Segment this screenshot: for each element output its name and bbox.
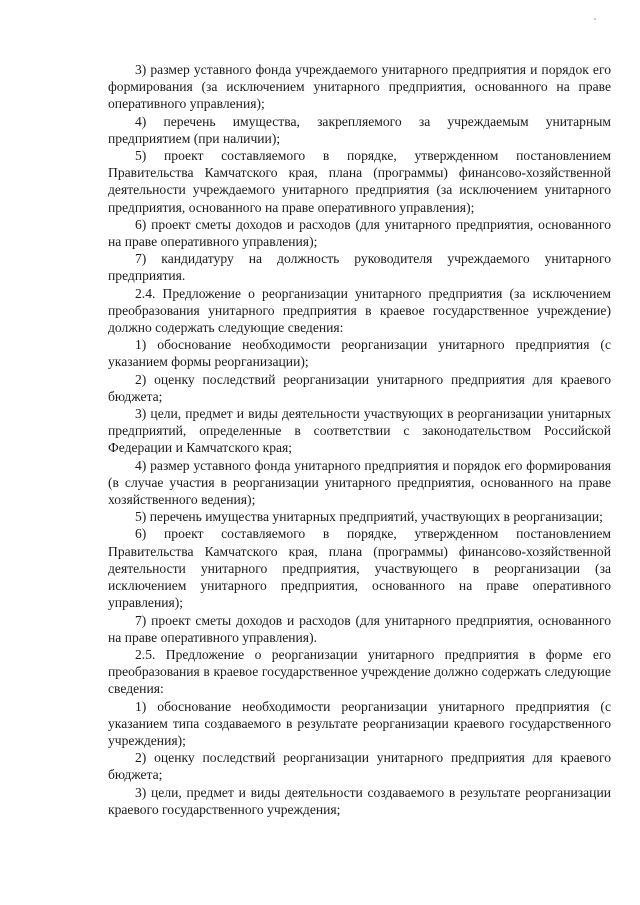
section-2-5-item-1: 1) обоснование необходимости реорганизации унитарного предприятия (с указанием типа создаваемого в результате реорганизации краевого государственного учреждения); (108, 698, 611, 748)
section-2-4-item-3: 3) цели, предмет и виды деятельности участвующих в реорганизации унитарных предприятий, определенные в соответствии с законодательством Российской Федерации и Камчатского края; (108, 406, 611, 456)
paragraph-4-property-list: 4) перечень имущества, закрепляемого за учреждаемым унитарным предприятием (при наличии); (108, 113, 611, 146)
section-2-5-item-3: 3) цели, предмет и виды деятельности создаваемого в результате реорганизации краевого государственного учреждения; (108, 784, 611, 817)
paragraph-3-charter-fund: 3) размер уставного фонда учреждаемого унитарного предприятия и порядок его формирования (за исключением унитарного предприятия, основанного на праве оперативного управления); (108, 62, 611, 112)
section-2-4-item-5: 5) перечень имущества унитарных предприятий, участвующих в реорганизации; (135, 509, 603, 525)
section-2-4-item-6: 6) проект составляемого в порядке, утвержденном постановлением Правительства Камчатского края, плана (программы) финансово-хозяйственной деятельности унитарного предприятия, участвующего в реорганизации (за исключением унитарного предприятия, основанного на праве оперативного управления); (108, 526, 611, 611)
paragraph-6-budget-estimate: 6) проект сметы доходов и расходов (для унитарного предприятия, основанного на праве оперативного управления); (108, 216, 611, 250)
section-2-4-item-4: 4) размер уставного фонда унитарного предприятия и порядок его формирования (в случае участия в реорганизации унитарного предприятия, основанного на праве хозяйственного ведения); (108, 457, 611, 508)
section-2-4-heading: 2.4. Предложение о реорганизации унитарного предприятия (за исключением преобразования унитарного предприятия в краевое государственное учреждение) должно содержать следующие сведения: (108, 285, 611, 336)
paragraph-5-activity-plan: 5) проект составляемого в порядке, утвержденном постановлением Правительства Камчатского края, плана (программы) финансово-хозяйственной деятельности учреждаемого унитарного предприятия (за исключением унитарного предприятия, основанного на праве оперативного управления); (108, 148, 611, 215)
section-2-5-heading: 2.5. Предложение о реорганизации унитарного предприятия в форме его преобразования в краевое государственное учреждение должно содержать следующие сведения: (108, 646, 611, 697)
section-2-5-item-2: 2) оценку последствий реорганизации унитарного предприятия для краевого бюджета; (108, 750, 611, 783)
paragraph-7-director-candidate: 7) кандидатуру на должность руководителя учреждаемого унитарного предприятия. (108, 251, 611, 284)
section-2-4-item-1: 1) обоснование необходимости реорганизации унитарного предприятия (с указанием формы реорганизации); (108, 337, 611, 370)
section-2-4-item-7: 7) проект сметы доходов и расходов (для унитарного предприятия, основанного на праве оперативного управления). (108, 612, 611, 645)
section-2-4-item-2: 2) оценку последствий реорганизации унитарного предприятия для краевого бюджета; (108, 371, 611, 404)
scan-speck (594, 18, 596, 20)
document-body (108, 61, 611, 818)
